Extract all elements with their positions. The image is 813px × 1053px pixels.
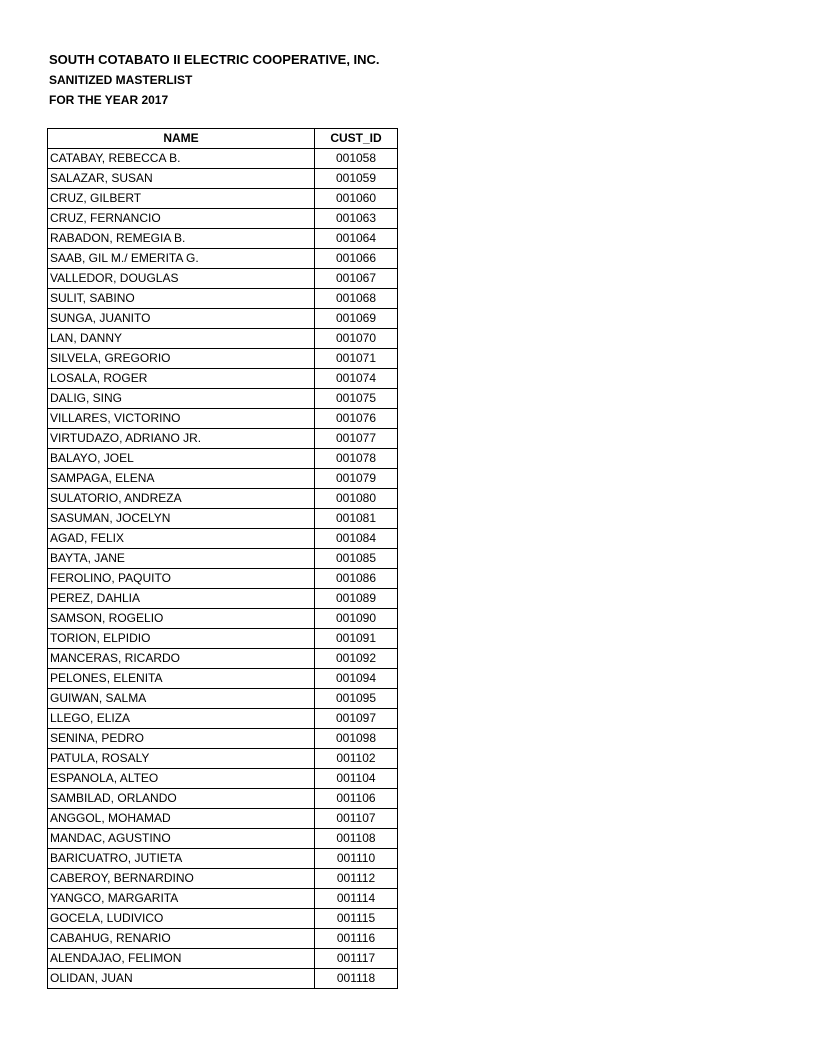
customer-name-cell: VILLARES, VICTORINO bbox=[48, 409, 315, 429]
table-row bbox=[48, 829, 398, 849]
customer-id-cell: 001063 bbox=[315, 209, 398, 229]
table-row bbox=[48, 149, 398, 169]
customer-id-cell: 001084 bbox=[315, 529, 398, 549]
table-row bbox=[48, 449, 398, 469]
table-row bbox=[48, 609, 398, 629]
customer-name-cell: MANCERAS, RICARDO bbox=[48, 649, 315, 669]
customer-id-cell: 001081 bbox=[315, 509, 398, 529]
customer-name-cell: PELONES, ELENITA bbox=[48, 669, 315, 689]
customer-id-cell: 001064 bbox=[315, 229, 398, 249]
table-row bbox=[48, 709, 398, 729]
customer-id-cell: 001079 bbox=[315, 469, 398, 489]
customer-name-cell: TORION, ELPIDIO bbox=[48, 629, 315, 649]
customer-id-cell: 001110 bbox=[315, 849, 398, 869]
table-row bbox=[48, 669, 398, 689]
customer-id-cell: 001112 bbox=[315, 869, 398, 889]
table-row bbox=[48, 489, 398, 509]
customer-id-cell: 001059 bbox=[315, 169, 398, 189]
customer-id-cell: 001108 bbox=[315, 829, 398, 849]
customer-id-cell: 001076 bbox=[315, 409, 398, 429]
table-row bbox=[48, 869, 398, 889]
table-row bbox=[48, 949, 398, 969]
customer-name-cell: CRUZ, FERNANCIO bbox=[48, 209, 315, 229]
customer-name-cell: SENINA, PEDRO bbox=[48, 729, 315, 749]
customer-name-cell: VALLEDOR, DOUGLAS bbox=[48, 269, 315, 289]
customer-id-cell: 001069 bbox=[315, 309, 398, 329]
customer-name-cell: CABEROY, BERNARDINO bbox=[48, 869, 315, 889]
table-row bbox=[48, 289, 398, 309]
table-row bbox=[48, 329, 398, 349]
customer-name-cell: LLEGO, ELIZA bbox=[48, 709, 315, 729]
customer-name-cell: FEROLINO, PAQUITO bbox=[48, 569, 315, 589]
table-row bbox=[48, 189, 398, 209]
customer-name-cell: DALIG, SING bbox=[48, 389, 315, 409]
customer-id-cell: 001097 bbox=[315, 709, 398, 729]
customer-id-cell: 001115 bbox=[315, 909, 398, 929]
table-row bbox=[48, 629, 398, 649]
table-row bbox=[48, 749, 398, 769]
customer-id-cell: 001107 bbox=[315, 809, 398, 829]
table-row bbox=[48, 689, 398, 709]
customer-id-cell: 001066 bbox=[315, 249, 398, 269]
table-row bbox=[48, 729, 398, 749]
customer-id-cell: 001068 bbox=[315, 289, 398, 309]
table-row bbox=[48, 229, 398, 249]
customer-name-cell: AGAD, FELIX bbox=[48, 529, 315, 549]
table-row bbox=[48, 569, 398, 589]
customer-name-cell: SUNGA, JUANITO bbox=[48, 309, 315, 329]
customer-name-cell: BAYTA, JANE bbox=[48, 549, 315, 569]
customer-name-cell: CRUZ, GILBERT bbox=[48, 189, 315, 209]
customer-id-cell: 001104 bbox=[315, 769, 398, 789]
customer-name-cell: CATABAY, REBECCA B. bbox=[48, 149, 315, 169]
customer-id-cell: 001106 bbox=[315, 789, 398, 809]
customer-name-cell: PEREZ, DAHLIA bbox=[48, 589, 315, 609]
document-year: FOR THE YEAR 2017 bbox=[49, 93, 169, 107]
document-header bbox=[49, 50, 380, 110]
customer-name-cell: YANGCO, MARGARITA bbox=[48, 889, 315, 909]
customer-id-cell: 001094 bbox=[315, 669, 398, 689]
table-row bbox=[48, 649, 398, 669]
document-subtitle: SANITIZED MASTERLIST bbox=[49, 73, 193, 87]
table-row bbox=[48, 909, 398, 929]
customer-id-cell: 001078 bbox=[315, 449, 398, 469]
customer-name-cell: CABAHUG, RENARIO bbox=[48, 929, 315, 949]
customer-id-cell: 001067 bbox=[315, 269, 398, 289]
customer-id-cell: 001080 bbox=[315, 489, 398, 509]
customer-name-cell: VIRTUDAZO, ADRIANO JR. bbox=[48, 429, 315, 449]
table-row bbox=[48, 889, 398, 909]
customer-name-cell: PATULA, ROSALY bbox=[48, 749, 315, 769]
customer-name-cell: SULIT, SABINO bbox=[48, 289, 315, 309]
table-row bbox=[48, 929, 398, 949]
customer-name-cell: SAAB, GIL M./ EMERITA G. bbox=[48, 249, 315, 269]
customer-id-cell: 001085 bbox=[315, 549, 398, 569]
table-row bbox=[48, 429, 398, 449]
customer-name-cell: GOCELA, LUDIVICO bbox=[48, 909, 315, 929]
customer-name-cell: BALAYO, JOEL bbox=[48, 449, 315, 469]
customer-name-cell: BARICUATRO, JUTIETA bbox=[48, 849, 315, 869]
customer-id-cell: 001091 bbox=[315, 629, 398, 649]
table-row bbox=[48, 969, 398, 989]
column-header-cust-id: CUST_ID bbox=[315, 129, 398, 149]
customer-name-cell: SAMPAGA, ELENA bbox=[48, 469, 315, 489]
masterlist-table bbox=[47, 128, 398, 989]
customer-id-cell: 001071 bbox=[315, 349, 398, 369]
table-row bbox=[48, 349, 398, 369]
table-row bbox=[48, 409, 398, 429]
customer-id-cell: 001086 bbox=[315, 569, 398, 589]
table-row bbox=[48, 589, 398, 609]
customer-id-cell: 001092 bbox=[315, 649, 398, 669]
customer-id-cell: 001102 bbox=[315, 749, 398, 769]
table-row bbox=[48, 269, 398, 289]
customer-name-cell: SILVELA, GREGORIO bbox=[48, 349, 315, 369]
customer-name-cell: SULATORIO, ANDREZA bbox=[48, 489, 315, 509]
customer-name-cell: SALAZAR, SUSAN bbox=[48, 169, 315, 189]
table-row bbox=[48, 789, 398, 809]
customer-id-cell: 001077 bbox=[315, 429, 398, 449]
table-row bbox=[48, 769, 398, 789]
customer-id-cell: 001114 bbox=[315, 889, 398, 909]
customer-name-cell: SASUMAN, JOCELYN bbox=[48, 509, 315, 529]
table-row bbox=[48, 369, 398, 389]
customer-id-cell: 001074 bbox=[315, 369, 398, 389]
customer-id-cell: 001095 bbox=[315, 689, 398, 709]
customer-id-cell: 001075 bbox=[315, 389, 398, 409]
table-row bbox=[48, 169, 398, 189]
customer-id-cell: 001098 bbox=[315, 729, 398, 749]
customer-id-cell: 001090 bbox=[315, 609, 398, 629]
customer-name-cell: ALENDAJAO, FELIMON bbox=[48, 949, 315, 969]
customer-name-cell: LOSALA, ROGER bbox=[48, 369, 315, 389]
customer-id-cell: 001117 bbox=[315, 949, 398, 969]
customer-id-cell: 001116 bbox=[315, 929, 398, 949]
customer-name-cell: LAN, DANNY bbox=[48, 329, 315, 349]
table-row bbox=[48, 249, 398, 269]
customer-name-cell: RABADON, REMEGIA B. bbox=[48, 229, 315, 249]
customer-name-cell: SAMSON, ROGELIO bbox=[48, 609, 315, 629]
customer-name-cell: SAMBILAD, ORLANDO bbox=[48, 789, 315, 809]
table-row bbox=[48, 309, 398, 329]
customer-id-cell: 001089 bbox=[315, 589, 398, 609]
customer-name-cell: MANDAC, AGUSTINO bbox=[48, 829, 315, 849]
table-row bbox=[48, 849, 398, 869]
table-row bbox=[48, 469, 398, 489]
organization-title: SOUTH COTABATO II ELECTRIC COOPERATIVE, INC. bbox=[49, 52, 380, 67]
customer-id-cell: 001118 bbox=[315, 969, 398, 989]
table-header-row bbox=[48, 129, 398, 149]
table-row bbox=[48, 509, 398, 529]
table-row bbox=[48, 549, 398, 569]
table-row bbox=[48, 529, 398, 549]
customer-id-cell: 001060 bbox=[315, 189, 398, 209]
table-body bbox=[48, 149, 398, 989]
customer-name-cell: OLIDAN, JUAN bbox=[48, 969, 315, 989]
customer-name-cell: GUIWAN, SALMA bbox=[48, 689, 315, 709]
table-row bbox=[48, 209, 398, 229]
table-row bbox=[48, 809, 398, 829]
customer-id-cell: 001070 bbox=[315, 329, 398, 349]
customer-id-cell: 001058 bbox=[315, 149, 398, 169]
table-row bbox=[48, 389, 398, 409]
customer-name-cell: ANGGOL, MOHAMAD bbox=[48, 809, 315, 829]
column-header-name: NAME bbox=[48, 129, 315, 149]
customer-name-cell: ESPANOLA, ALTEO bbox=[48, 769, 315, 789]
